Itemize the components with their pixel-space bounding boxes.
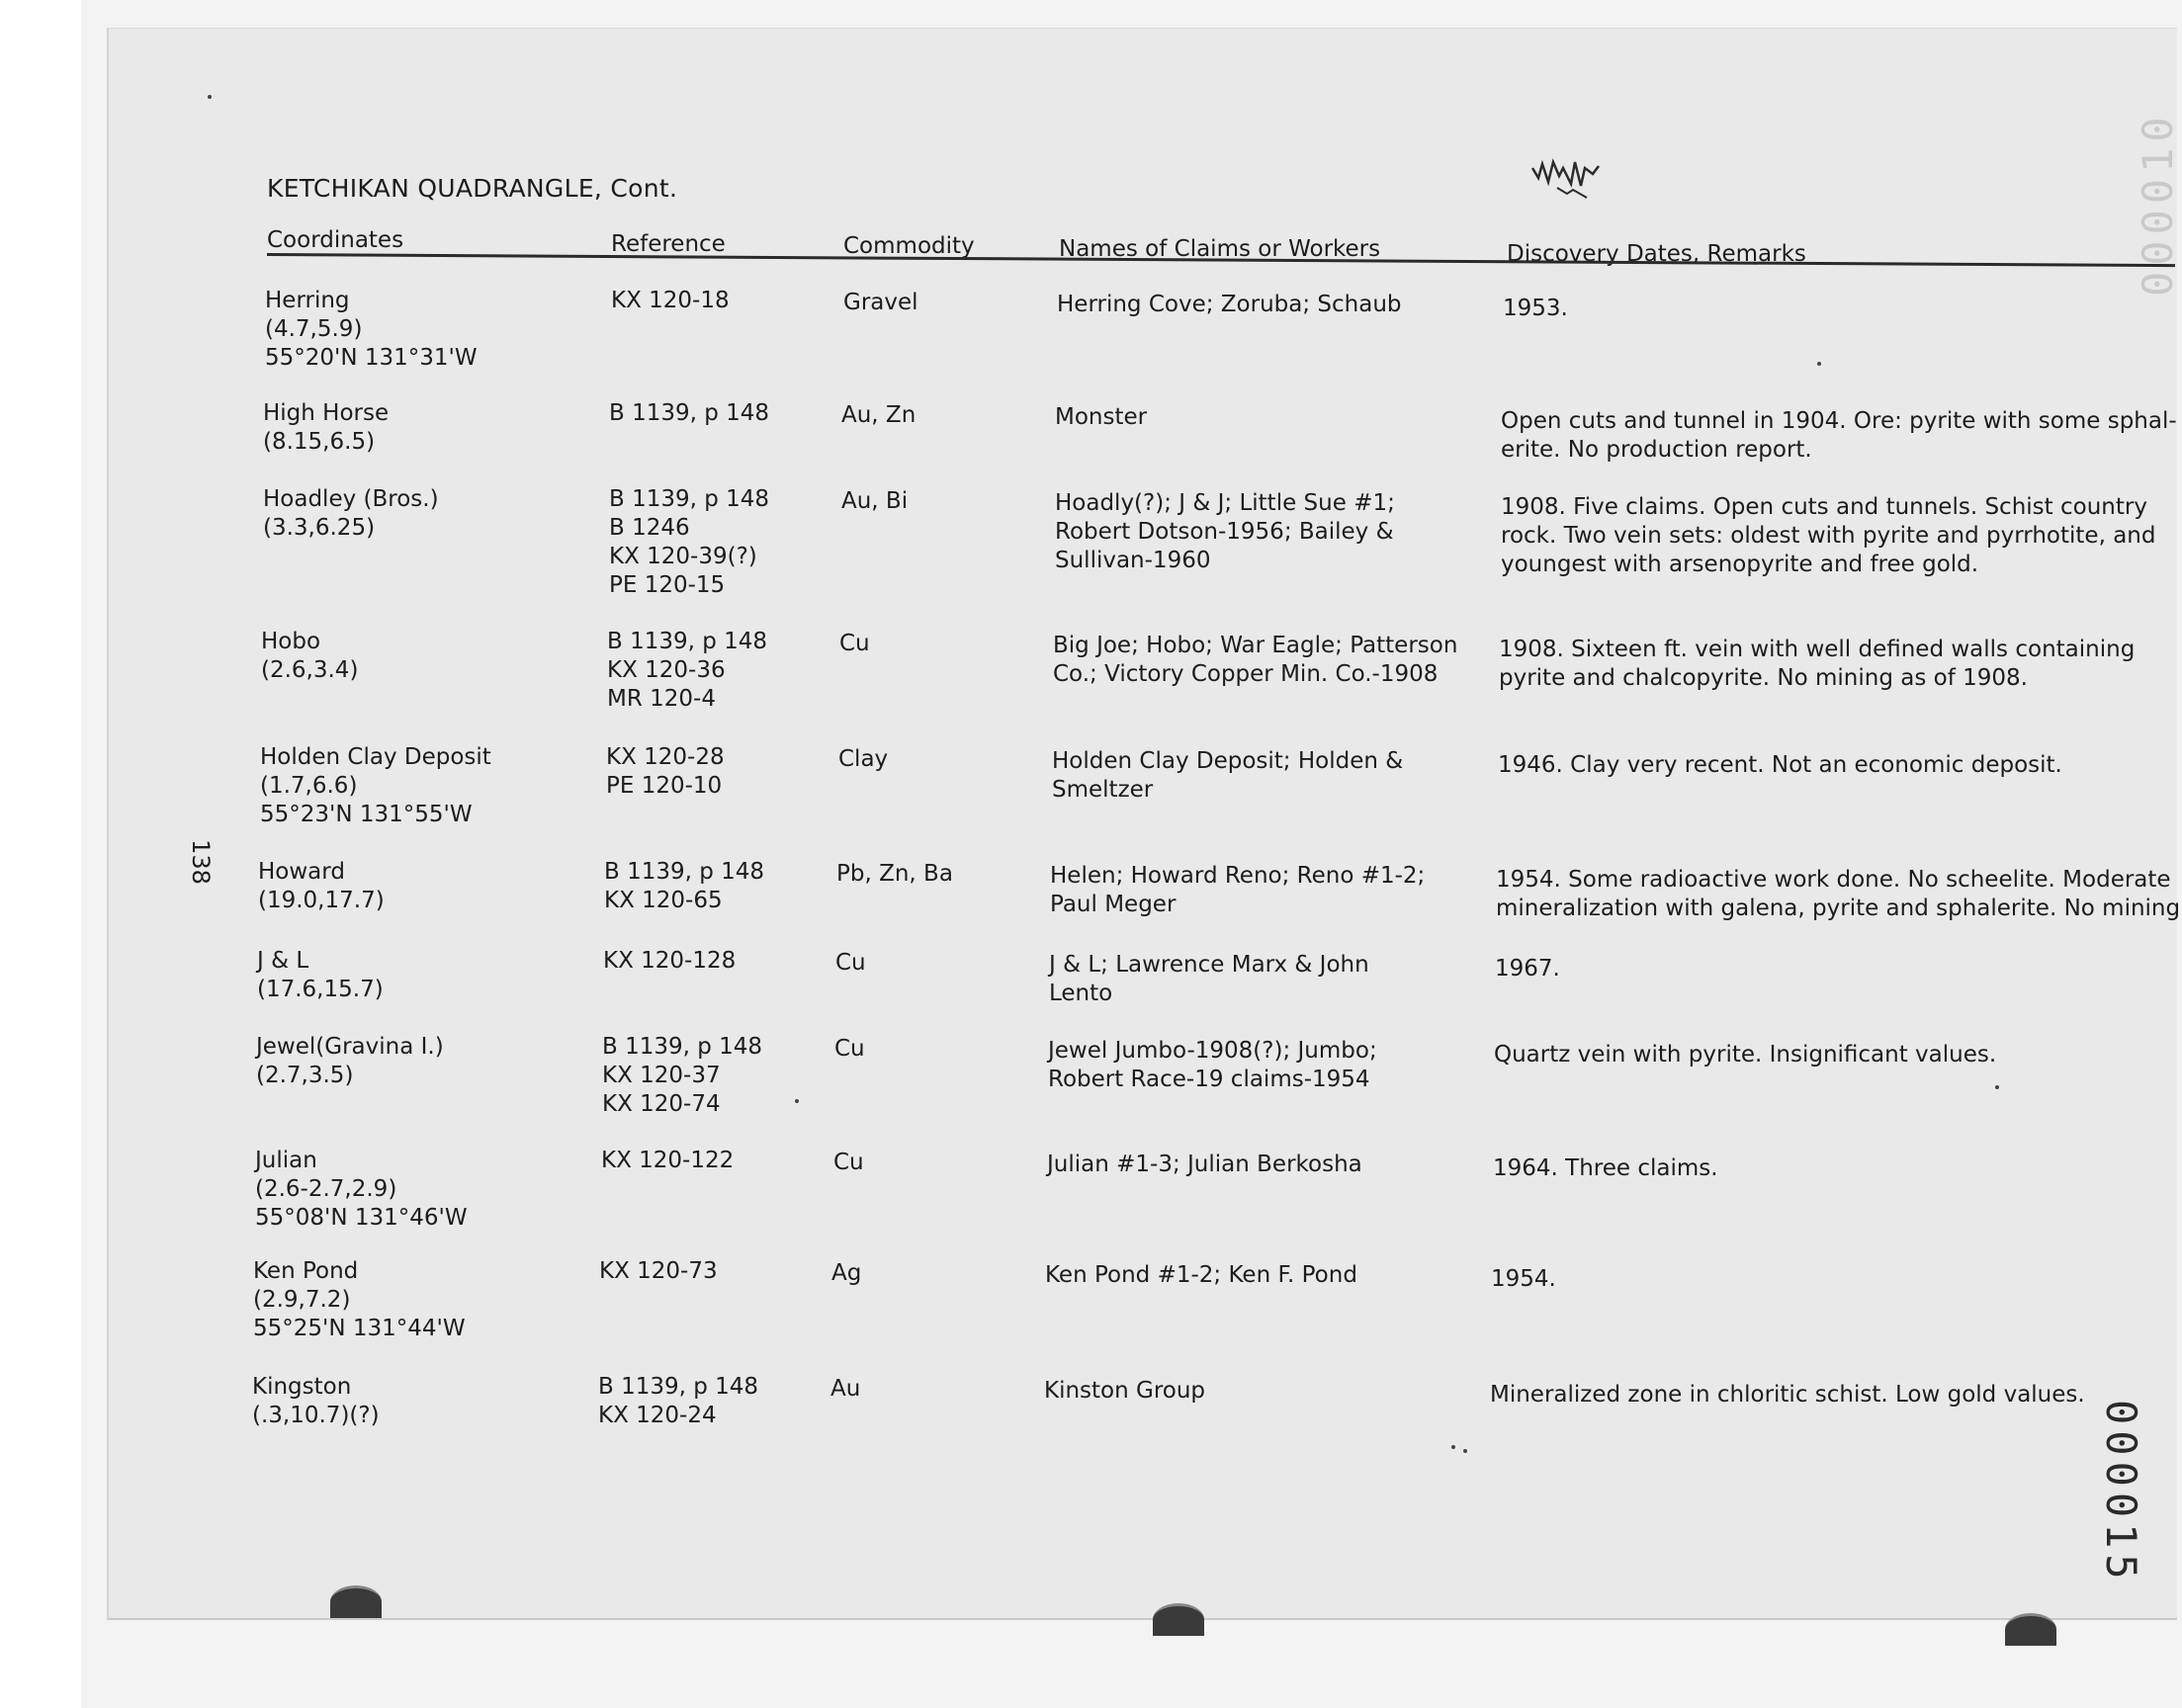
reference-line: KX 120-28 xyxy=(606,744,725,770)
commodity-cell xyxy=(830,1375,860,1404)
reference-line: KX 120-37 xyxy=(602,1063,721,1088)
names-line: Jewel Jumbo-1908(?); Jumbo; xyxy=(1048,1038,1377,1064)
coordinates-line: 55°20'N 131°31'W xyxy=(265,345,478,371)
names-line: Monster xyxy=(1055,404,1148,430)
remarks-cell xyxy=(1501,493,2155,579)
names-cell xyxy=(1050,862,1425,919)
scan-speck xyxy=(795,1099,799,1103)
names-cell xyxy=(1052,747,1403,805)
reference-cell xyxy=(601,1147,734,1175)
coordinates-line: 55°25'N 131°44'W xyxy=(253,1316,466,1341)
reference-cell xyxy=(604,858,764,915)
commodity-cell xyxy=(836,860,953,889)
names-line: Paul Meger xyxy=(1050,892,1177,917)
reference-cell xyxy=(606,743,725,801)
remarks-cell xyxy=(1499,636,2135,693)
remarks-cell xyxy=(1490,1381,2085,1409)
page-number: 138 xyxy=(186,839,215,885)
commodity-line: Cu xyxy=(834,1036,865,1062)
coordinates-cell xyxy=(256,1033,444,1090)
remarks-line: rock. Two vein sets: oldest with pyrite and pyrrhotite, and xyxy=(1501,523,2156,549)
commodity-cell xyxy=(841,401,916,430)
coordinates-line: High Horse xyxy=(263,400,390,426)
reference-cell xyxy=(611,287,730,315)
names-line: Robert Dotson-1956; Bailey & xyxy=(1055,519,1394,545)
scan-speck xyxy=(1817,362,1821,366)
reference-line: KX 120-65 xyxy=(604,888,723,913)
remarks-cell xyxy=(1496,866,2180,923)
coordinates-line: Herring xyxy=(265,288,350,313)
remarks-line: 1954. xyxy=(1491,1266,1556,1292)
reference-line: PE 120-15 xyxy=(609,572,726,598)
remarks-cell xyxy=(1494,1041,1996,1069)
commodity-line: Clay xyxy=(838,746,889,772)
names-cell xyxy=(1045,1261,1357,1290)
names-line: Helen; Howard Reno; Reno #1-2; xyxy=(1050,863,1426,889)
reference-cell xyxy=(598,1373,758,1430)
names-cell xyxy=(1049,951,1369,1008)
coordinates-line: (17.6,15.7) xyxy=(257,977,384,1002)
column-header-commodity: Commodity xyxy=(843,233,975,259)
coordinates-line: Ken Pond xyxy=(253,1258,359,1284)
remarks-line: Quartz vein with pyrite. Insignificant values. xyxy=(1494,1042,1997,1068)
faded-page-stamp: 000010 xyxy=(2134,111,2182,297)
reference-line: B 1139, p 148 xyxy=(602,1034,763,1060)
binder-hole xyxy=(1153,1603,1204,1636)
reference-line: B 1139, p 148 xyxy=(609,486,770,512)
commodity-cell xyxy=(833,1149,864,1177)
column-header-remarks: Discovery Dates, Remarks xyxy=(1507,241,1806,267)
scan-margin xyxy=(0,0,81,1708)
handwritten-initials xyxy=(1527,148,1636,208)
remarks-line: 1908. Sixteen ft. vein with well defined walls containing xyxy=(1499,637,2136,662)
reference-line: B 1139, p 148 xyxy=(604,859,765,885)
remarks-line: 1964. Three claims. xyxy=(1493,1155,1718,1181)
names-cell xyxy=(1053,632,1457,689)
names-line: Sullivan-1960 xyxy=(1055,548,1211,573)
column-header-coordinates: Coordinates xyxy=(267,227,404,253)
names-line: Co.; Victory Copper Min. Co.-1908 xyxy=(1053,661,1439,687)
remarks-line: Mineralized zone in chloritic schist. Low gold values. xyxy=(1490,1382,2085,1408)
reference-cell xyxy=(609,485,769,600)
remarks-cell xyxy=(1493,1154,1718,1183)
reference-line: B 1139, p 148 xyxy=(598,1374,759,1400)
names-line: Ken Pond #1-2; Ken F. Pond xyxy=(1045,1262,1357,1288)
commodity-line: Au, Bi xyxy=(841,488,909,514)
commodity-line: Ag xyxy=(831,1260,862,1286)
coordinates-line: (.3,10.7)(?) xyxy=(252,1403,380,1428)
names-cell xyxy=(1048,1037,1377,1094)
page-stamp: 000015 xyxy=(2097,1400,2145,1585)
reference-line: KX 120-74 xyxy=(602,1091,721,1117)
commodity-cell xyxy=(831,1259,861,1288)
names-line: Kinston Group xyxy=(1044,1378,1206,1404)
commodity-line: Gravel xyxy=(843,290,918,315)
coordinates-cell xyxy=(258,858,385,915)
commodity-line: Cu xyxy=(835,950,866,976)
coordinates-line: Jewel(Gravina I.) xyxy=(256,1034,444,1060)
remarks-line: 1953. xyxy=(1503,296,1568,321)
reference-line: KX 120-39(?) xyxy=(609,544,757,569)
coordinates-line: (2.6-2.7,2.9) xyxy=(255,1176,397,1202)
remarks-cell xyxy=(1498,751,2062,780)
names-line: Herring Cove; Zoruba; Schaub xyxy=(1057,292,1402,317)
remarks-line: mineralization with galena, pyrite and sphalerite. No mining xyxy=(1496,896,2181,921)
remarks-line: Open cuts and tunnel in 1904. Ore: pyrite with some sphal- xyxy=(1501,408,2177,434)
names-line: Holden Clay Deposit; Holden & xyxy=(1052,748,1404,774)
remarks-cell xyxy=(1501,407,2177,465)
coordinates-line: Holden Clay Deposit xyxy=(260,744,491,770)
commodity-line: Cu xyxy=(833,1150,864,1175)
names-line: Smeltzer xyxy=(1052,777,1154,803)
remarks-line: erite. No production report. xyxy=(1501,437,1812,463)
remarks-line: 1954. Some radioactive work done. No scheelite. Moderate xyxy=(1496,867,2171,893)
coordinates-cell xyxy=(255,1147,468,1233)
document-title: KETCHIKAN QUADRANGLE, Cont. xyxy=(267,174,678,203)
reference-line: B 1246 xyxy=(609,515,690,541)
names-line: Julian #1-3; Julian Berkosha xyxy=(1047,1152,1362,1177)
coordinates-cell xyxy=(261,628,358,685)
coordinates-line: (4.7,5.9) xyxy=(265,316,363,342)
remarks-cell xyxy=(1503,295,1568,323)
commodity-line: Au xyxy=(830,1376,861,1402)
commodity-line: Au, Zn xyxy=(841,402,916,428)
remarks-cell xyxy=(1491,1265,1556,1294)
coordinates-line: (19.0,17.7) xyxy=(258,888,385,913)
coordinates-line: Hobo xyxy=(261,629,321,654)
coordinates-line: 55°23'N 131°55'W xyxy=(260,802,473,827)
names-line: Big Joe; Hobo; War Eagle; Patterson xyxy=(1053,633,1458,658)
reference-line: MR 120-4 xyxy=(607,686,716,712)
names-line: J & L; Lawrence Marx & John xyxy=(1049,952,1369,978)
reference-line: KX 120-128 xyxy=(603,948,737,974)
remarks-line: 1946. Clay very recent. Not an economic deposit. xyxy=(1498,752,2062,778)
names-line: Robert Race-19 claims-1954 xyxy=(1048,1067,1370,1092)
coordinates-line: (1.7,6.6) xyxy=(260,773,358,799)
names-cell xyxy=(1047,1151,1362,1179)
coordinates-line: Hoadley (Bros.) xyxy=(263,486,439,512)
reference-line: KX 120-18 xyxy=(611,288,730,313)
column-header-names: Names of Claims or Workers xyxy=(1059,236,1381,262)
commodity-cell xyxy=(843,289,918,317)
coordinates-line: (8.15,6.5) xyxy=(263,429,376,455)
coordinates-cell xyxy=(253,1257,466,1343)
scan-speck xyxy=(208,95,212,99)
reference-line: PE 120-10 xyxy=(606,773,723,799)
remarks-line: 1908. Five claims. Open cuts and tunnels. Schist country xyxy=(1501,494,2147,520)
reference-cell xyxy=(602,1033,762,1119)
coordinates-line: (2.6,3.4) xyxy=(261,657,359,683)
coordinates-cell xyxy=(263,485,439,543)
reference-cell xyxy=(607,628,767,714)
names-cell xyxy=(1057,291,1402,319)
reference-cell xyxy=(609,399,769,428)
names-cell xyxy=(1044,1377,1205,1406)
reference-cell xyxy=(599,1257,718,1286)
commodity-cell xyxy=(835,949,866,978)
commodity-cell xyxy=(839,630,870,658)
scan-speck xyxy=(1995,1085,1999,1089)
commodity-cell xyxy=(838,745,888,774)
reference-line: B 1139, p 148 xyxy=(609,400,770,426)
commodity-cell xyxy=(834,1035,865,1064)
coordinates-line: Kingston xyxy=(252,1374,352,1400)
remarks-line: youngest with arsenopyrite and free gold. xyxy=(1501,552,1979,577)
remarks-line: 1967. xyxy=(1495,956,1560,982)
coordinates-line: Howard xyxy=(258,859,345,885)
commodity-line: Pb, Zn, Ba xyxy=(836,861,953,887)
remarks-cell xyxy=(1495,955,1560,983)
coordinates-line: (2.7,3.5) xyxy=(256,1063,354,1088)
reference-line: KX 120-24 xyxy=(598,1403,717,1428)
column-header-reference: Reference xyxy=(611,231,726,257)
coordinates-cell xyxy=(252,1373,380,1430)
coordinates-line: J & L xyxy=(257,948,309,974)
names-line: Hoadly(?); J & J; Little Sue #1; xyxy=(1055,490,1395,516)
coordinates-cell xyxy=(257,947,384,1004)
names-cell xyxy=(1055,403,1147,432)
names-cell xyxy=(1055,489,1395,575)
names-line: Lento xyxy=(1049,981,1113,1006)
coordinates-line: 55°08'N 131°46'W xyxy=(255,1205,468,1231)
coordinates-cell xyxy=(263,399,389,457)
reference-line: KX 120-36 xyxy=(607,657,726,683)
coordinates-cell xyxy=(260,743,491,829)
coordinates-line: (3.3,6.25) xyxy=(263,515,376,541)
binder-hole xyxy=(2005,1613,2056,1646)
reference-line: B 1139, p 148 xyxy=(607,629,768,654)
coordinates-line: (2.9,7.2) xyxy=(253,1287,351,1313)
reference-line: KX 120-122 xyxy=(601,1148,735,1173)
coordinates-line: Julian xyxy=(255,1148,317,1173)
coordinates-cell xyxy=(265,287,478,373)
remarks-line: pyrite and chalcopyrite. No mining as of 1908. xyxy=(1499,665,2028,691)
reference-cell xyxy=(603,947,736,976)
commodity-cell xyxy=(841,487,908,516)
reference-line: KX 120-73 xyxy=(599,1258,718,1284)
binder-hole xyxy=(330,1585,382,1618)
commodity-line: Cu xyxy=(839,631,870,656)
scan-speck xyxy=(1451,1445,1455,1449)
scan-speck xyxy=(1463,1449,1467,1453)
